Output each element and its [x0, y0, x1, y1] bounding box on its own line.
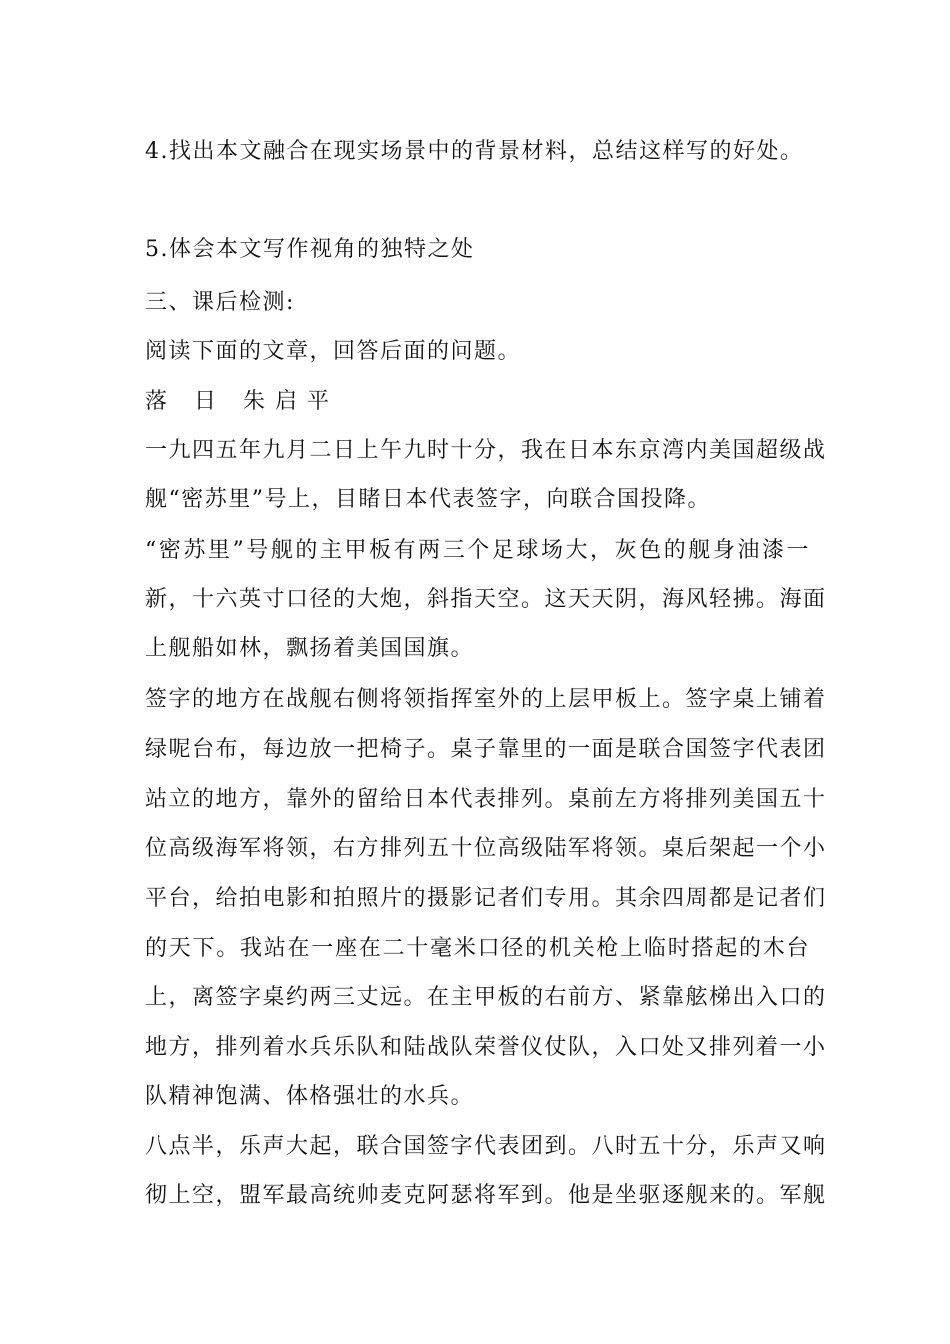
- article-title: 落 日 朱启平: [145, 389, 339, 414]
- question-4: 4.找出本文融合在现实场景中的背景材料，总结这样写的好处。: [145, 139, 804, 164]
- article-line: 上，离签字桌约两三丈远。在主甲板的右前方、紧靠舷梯出入口的: [145, 985, 827, 1010]
- article-line: 位高级海军将领，右方排列五十位高级陆军将领。桌后架起一个小: [145, 836, 827, 861]
- article-line: “密苏里”号舰的主甲板有两三个足球场大，灰色的舰身油漆一: [145, 538, 810, 563]
- article-line: 舰“密苏里”号上，目睹日本代表签字，向联合国投降。: [145, 487, 711, 512]
- article-line: 签字的地方在战舰右侧将领指挥室外的上层甲板上。签字桌上铺着: [145, 687, 827, 712]
- article-line: 一九四五年九月二日上午九时十分，我在日本东京湾内美国超级战: [145, 438, 827, 463]
- article-line: 上舰船如林，飘扬着美国国旗。: [145, 636, 475, 661]
- article-line: 绿呢台布，每边放一把椅子。桌子靠里的一面是联合国签字代表团: [145, 737, 827, 762]
- article-line: 彻上空，盟军最高统帅麦克阿瑟将军到。他是坐驱逐舰来的。军舰: [145, 1183, 827, 1208]
- article-line: 的天下。我站在一座在二十毫米口径的机关枪上临时搭起的木台: [145, 936, 810, 961]
- article-line: 新，十六英寸口径的大炮，斜指天空。这天天阴，海风轻拂。海面: [145, 587, 827, 612]
- article-line: 站立的地方，靠外的留给日本代表排列。桌前左方将排列美国五十: [145, 787, 827, 812]
- article-line: 队精神饱满、体格强壮的水兵。: [145, 1084, 475, 1109]
- article-line: 平台，给拍电影和拍照片的摄影记者们专用。其余四周都是记者们: [145, 886, 827, 911]
- article-line: 八点半，乐声大起，联合国签字代表团到。八时五十分，乐声又响: [145, 1134, 827, 1159]
- article-line: 地方，排列着水兵乐队和陆战队荣誉仪仗队，入口处又排列着一小: [145, 1035, 827, 1060]
- reading-instruction: 阅读下面的文章，回答后面的问题。: [145, 339, 522, 364]
- question-5: 5.体会本文写作视角的独特之处: [145, 237, 475, 262]
- section-heading: 三、课后检测:: [145, 290, 295, 315]
